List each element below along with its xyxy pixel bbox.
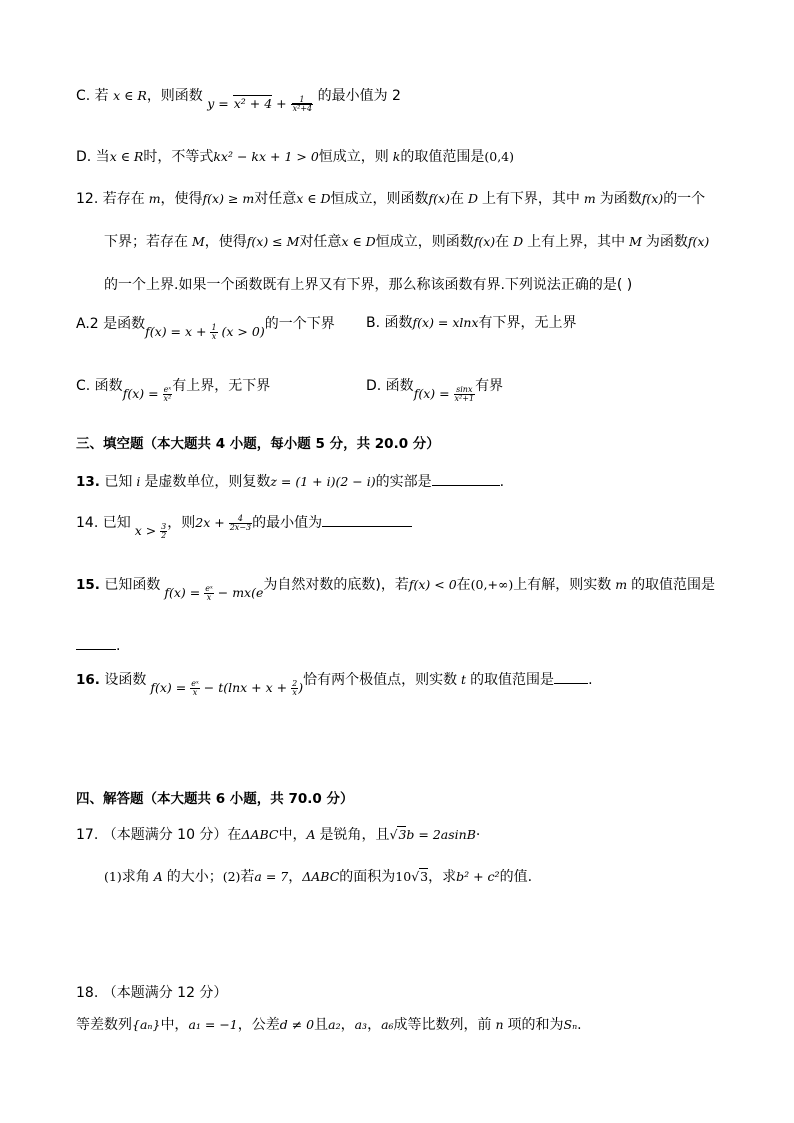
q15: 15. 已知函数 f(x) = $\frac{\text{eˣ}}{x}$ − mx(e为自然对数的底数)，若f(x) < 0在(0,+∞)上有解，则实数 m 的取值范围是 <box>76 577 716 602</box>
q15-answer: . <box>76 637 120 653</box>
q12-line1: 12. 若存在 m，使得f(x) ≥ m对任意x ∈ D恒成立，则函数f(x)在 D 上有下界，其中 m 为函数f(x)的一个 <box>76 191 706 207</box>
q12-option-a: A.2 是函数f(x) = x + $\frac{1}{x}$ (x > 0)的一个下界 <box>76 316 335 341</box>
q12-line2: 下界；若存在 M，使得f(x) ≤ M对任意x ∈ D恒成立，则函数f(x)在 D 上有上界，其中 M 为函数f(x) <box>104 234 710 250</box>
answer-blank[interactable] <box>432 473 500 486</box>
q12-option-d: D. 函数f(x) = $\frac{\sin x}{\text{x²+1}}$ 有界 <box>366 378 504 403</box>
q12-option-b: B. 函数f(x) = xlnx有下界，无上界 <box>366 315 577 331</box>
q14: 14. 已知 x > $\frac{3}{2}$ ，则2x + $\frac{4}{2x-3}$ 的最小值为 <box>76 514 412 532</box>
answer-blank[interactable] <box>554 671 588 684</box>
q17: 17. （本题满分 10 分）在ΔABC中，A 是锐角，且√3b = 2asinB· <box>76 827 481 843</box>
option-d: D. 当x ∈ R时，不等式kx² − kx + 1 > 0恒成立，则 k的取值范围是(0,4) <box>76 149 514 165</box>
option-c: C. 若 x ∈ R，则函数 y = x² + 4 + $\frac{1}{\text{x²+4}}$ 的最小值为 2 <box>76 88 401 113</box>
q13: 13. 已知 i 是虚数单位，则复数z = (1 + i)(2 − i)的实部是 . <box>76 474 505 490</box>
answer-blank[interactable] <box>322 514 412 527</box>
answer-blank[interactable] <box>76 637 116 650</box>
math-y-func: y = x² + 4 + $\frac{1}{\text{x²+4}}$ <box>207 95 313 113</box>
q16: 16. 设函数 f(x) = $\frac{\text{eˣ}}{x}$ − t(lnx + x + $\frac{2}{x}$ )恰有两个极值点，则实数 t 的取值范围是 . <box>76 672 593 697</box>
math-x-in-r: x ∈ R <box>113 88 147 103</box>
q18-body: 等差数列{aₙ}中，a₁ = −1，公差d ≠ 0且a₂，a₃，a₆成等比数列，前 n 项的和为Sₙ. <box>76 1017 582 1033</box>
section-3-heading: 三、填空题（本大题共 4 小题，每小题 5 分，共 20.0 分） <box>76 436 440 452</box>
q12-option-c: C. 函数f(x) = $\frac{\text{eˣ}}{\text{x²}}$ 有上界，无下界 <box>76 378 271 403</box>
q12-line3: 的一个上界.如果一个函数既有上界又有下界，那么称该函数有界.下列说法正确的是( ) <box>104 277 633 293</box>
section-4-heading: 四、解答题（本大题共 6 小题，共 70.0 分） <box>76 791 354 807</box>
q18-header: 18. （本题满分 12 分） <box>76 985 228 1001</box>
q17-parts: (1)求角 A 的大小；(2)若a = 7，ΔABC的面积为10√3，求b² + c²的值. <box>104 869 533 885</box>
